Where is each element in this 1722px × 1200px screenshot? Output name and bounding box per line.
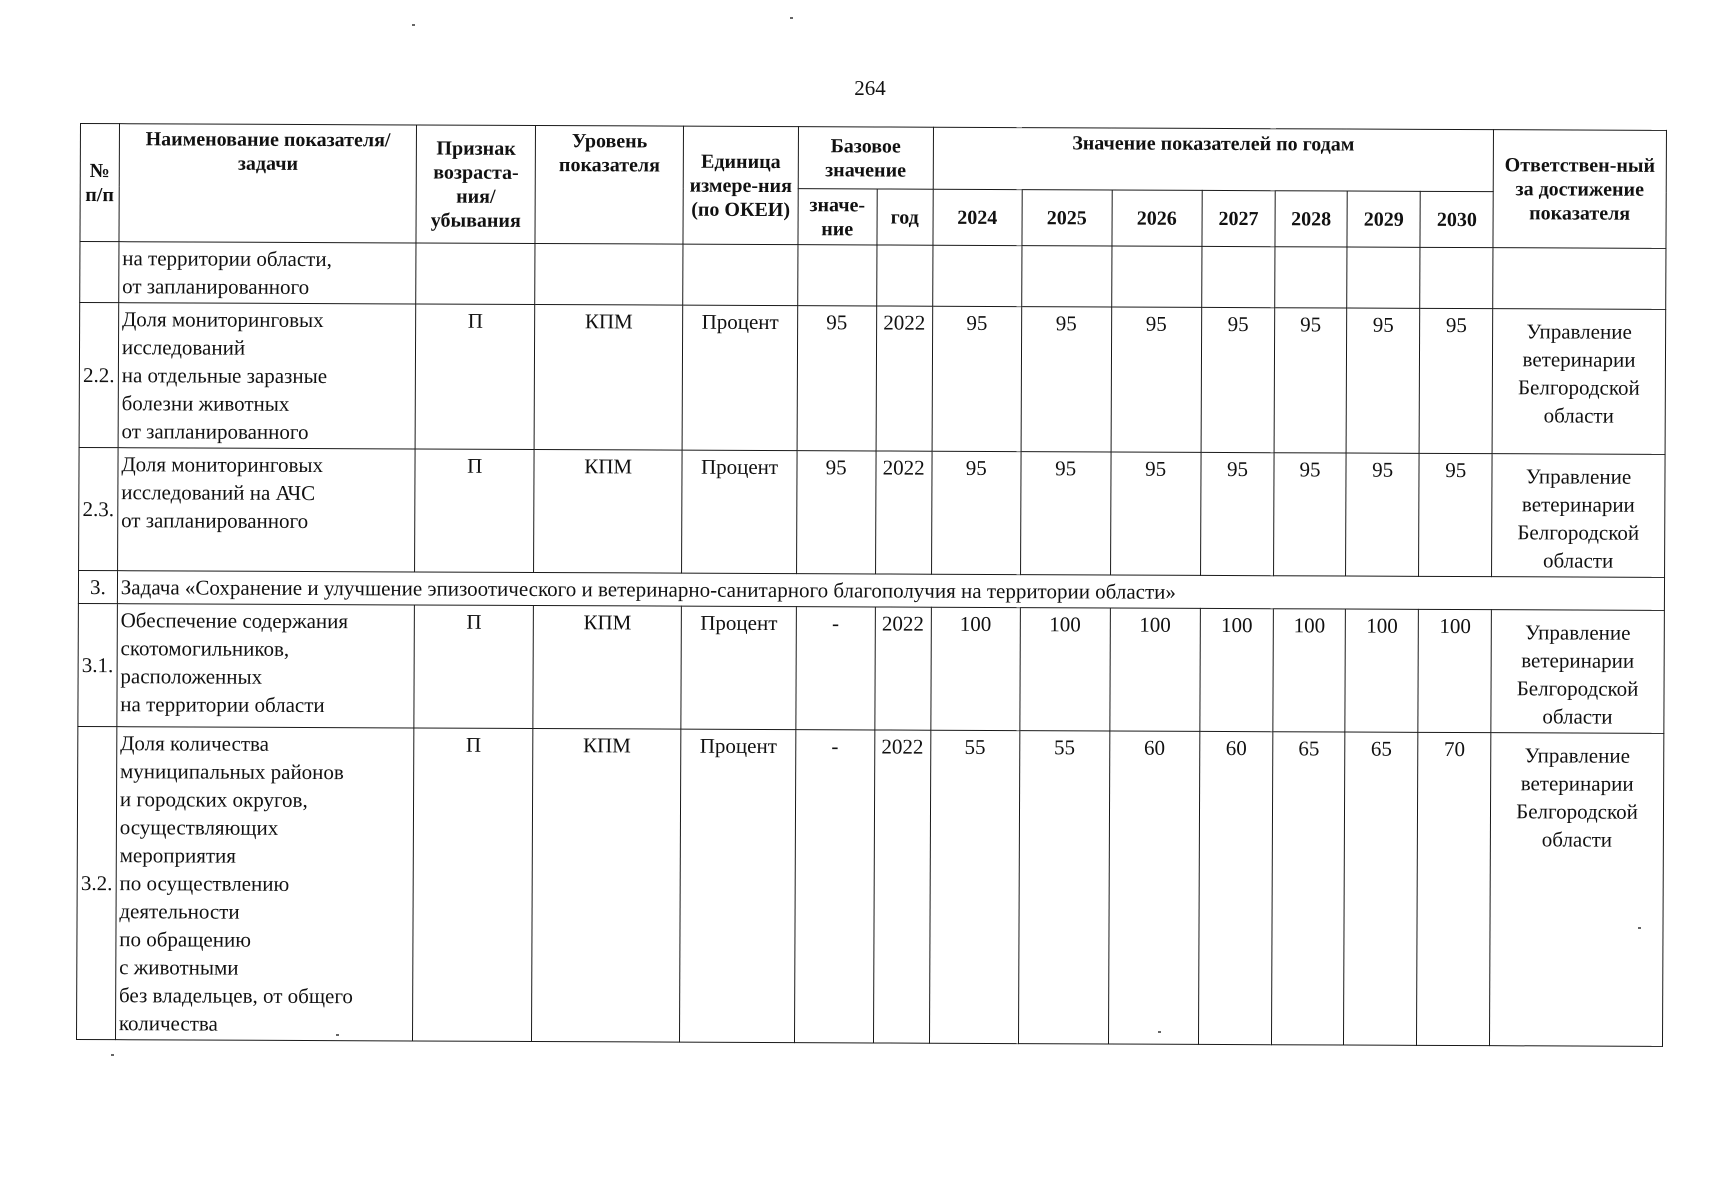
year-value-cell: 95 — [1274, 453, 1346, 576]
responsible-cell-line: Белгородской — [1516, 799, 1638, 824]
year-value-cell: 55 — [929, 730, 1019, 1043]
year-value-cell: 95 — [1345, 453, 1419, 576]
indicators-table — [76, 123, 1667, 1047]
scan-speck — [1158, 1031, 1161, 1033]
row-number: 3.2. — [77, 726, 117, 1039]
indicator-name-line: Доля количества — [120, 731, 270, 756]
year-value-cell: 70 — [1417, 732, 1491, 1045]
indicator-name-line: без владельцев, от общего — [118, 983, 354, 1009]
scan-speck — [111, 1054, 114, 1056]
level-cell: КПМ — [532, 728, 682, 1042]
responsible-cell-line: ветеринарии — [1521, 648, 1635, 673]
header-base-value: значе-ние — [798, 189, 877, 245]
indicator-name-line: исследований на АЧС — [121, 480, 316, 506]
year-value-cell: 100 — [1020, 608, 1111, 731]
year-value-cell: 95 — [1419, 453, 1492, 576]
responsible-cell — [1491, 610, 1664, 734]
header-name: Наименование показателя/задачи — [119, 124, 417, 243]
continuation-name — [119, 242, 417, 304]
responsible-cell-line: Управление — [1526, 319, 1632, 344]
indicator-name — [115, 727, 414, 1041]
base-year-cell: 2022 — [876, 306, 933, 451]
header-year: 2029 — [1347, 191, 1421, 247]
header-trend: Признак возраста-ния/ убывания — [416, 125, 535, 244]
trend-cell: П — [415, 304, 534, 450]
level-cell: КПМ — [533, 605, 682, 729]
scan-speck — [336, 1034, 339, 1036]
year-value-cell: 95 — [1111, 307, 1202, 452]
row-number: 3.1. — [78, 603, 117, 726]
responsible-cell — [1490, 733, 1664, 1047]
header-year: 2030 — [1420, 191, 1493, 247]
year-value-cell: 95 — [1274, 308, 1346, 453]
row-number: 2.2. — [79, 303, 118, 448]
indicator-name-line: мероприятия — [119, 843, 237, 868]
indicator-name — [118, 303, 416, 449]
indicator-name-line: количества — [118, 1011, 218, 1036]
indicator-row — [79, 447, 1666, 577]
header-num: № п/п — [80, 124, 119, 242]
table-header — [80, 124, 1666, 249]
year-value-cell: 100 — [1418, 609, 1491, 732]
task-text: Задача «Сохранение и улучшение эпизоотического и ветеринарно-санитарного благополучия на территории области» — [117, 571, 1664, 611]
year-value-cell: 100 — [1110, 608, 1201, 731]
year-value-cell: 95 — [1201, 307, 1275, 452]
base-value-cell: - — [796, 607, 875, 730]
indicator-name-line: на отдельные заразные — [121, 363, 328, 389]
base-year-cell: 2022 — [874, 607, 931, 730]
responsible-cell-line: Управление — [1525, 464, 1632, 489]
header-responsible: Ответствен-ный за достижение показателя — [1493, 130, 1666, 249]
level-cell: КПМ — [534, 449, 683, 573]
page-number: 264 — [854, 76, 886, 100]
year-value-cell: 60 — [1108, 731, 1199, 1044]
year-value-cell: 100 — [1345, 609, 1419, 732]
indicator-name-line: от запланированного — [121, 419, 309, 444]
indicator-name-line: расположенных — [120, 664, 263, 689]
year-value-cell: 95 — [1200, 452, 1274, 575]
unit-cell: Процент — [680, 729, 796, 1042]
responsible-cell-line: Белгородской — [1517, 375, 1640, 400]
trend-cell: П — [415, 449, 534, 573]
unit-cell: Процент — [682, 305, 797, 450]
responsible-cell-line: Управление — [1525, 620, 1631, 645]
indicator-row — [78, 603, 1665, 733]
indicator-name-line: на территории области — [120, 692, 325, 718]
year-value-cell: 65 — [1272, 732, 1345, 1045]
indicator-name-line: муниципальных районов — [119, 759, 344, 785]
responsible-cell — [1492, 454, 1665, 578]
responsible-cell-line: ветеринарии — [1520, 771, 1634, 796]
year-value-cell: 65 — [1343, 732, 1418, 1045]
indicator-name — [117, 448, 415, 572]
indicator-name-line: и городских округов, — [119, 787, 308, 813]
year-value-cell: 95 — [1021, 307, 1112, 452]
continuation-row — [80, 242, 1666, 310]
base-year-cell: 2022 — [873, 730, 931, 1043]
responsible-cell — [1492, 309, 1666, 455]
responsible-cell-line: Белгородской — [1516, 676, 1639, 701]
header-year: 2027 — [1202, 190, 1276, 246]
responsible-cell-line: ветеринарии — [1522, 347, 1636, 372]
task-number: 3. — [78, 570, 117, 603]
header-year: 2024 — [933, 189, 1022, 245]
base-value-cell: 95 — [796, 451, 875, 574]
indicator-row — [79, 303, 1666, 455]
year-value-cell: 95 — [931, 451, 1020, 574]
responsible-cell-line: области — [1542, 704, 1613, 729]
year-value-cell: 60 — [1198, 731, 1273, 1044]
indicator-name-line: от запланированного — [121, 508, 309, 533]
responsible-cell-line: ветеринарии — [1521, 492, 1635, 517]
base-year-cell: 2022 — [875, 451, 932, 574]
year-value-cell: 95 — [1420, 308, 1493, 453]
unit-cell: Процент — [682, 450, 797, 573]
responsible-cell-line: области — [1541, 827, 1613, 852]
indicator-name-line: осуществляющих — [119, 815, 279, 840]
indicator-name-line: исследований — [121, 335, 246, 360]
year-value-cell: 95 — [1020, 452, 1111, 575]
scan-speck — [1638, 927, 1641, 929]
name-line: от запланированного — [122, 274, 310, 300]
indicator-name-line: Обеспечение содержания — [120, 608, 349, 634]
level-cell: КПМ — [534, 304, 683, 450]
unit-cell: Процент — [681, 606, 796, 729]
header-level: Уровень показателя — [535, 125, 684, 244]
indicator-name-line: по осуществлению — [119, 871, 290, 896]
header-year: 2028 — [1275, 191, 1347, 247]
year-value-cell: 100 — [1200, 608, 1274, 731]
year-value-cell: 100 — [931, 607, 1020, 730]
indicator-name-line: Доля мониторинговых — [121, 452, 324, 478]
indicator-name-line: скотомогильников, — [120, 636, 290, 661]
header-year: 2026 — [1112, 190, 1202, 246]
year-value-cell: 100 — [1273, 609, 1345, 732]
trend-cell: П — [414, 605, 533, 729]
responsible-cell-line: Белгородской — [1517, 520, 1640, 545]
responsible-cell-line: Управление — [1524, 743, 1631, 768]
table-body — [77, 242, 1666, 1047]
year-value-cell: 95 — [1346, 308, 1420, 453]
indicator-name-line: Доля мониторинговых — [121, 307, 324, 333]
responsible-cell-line: области — [1543, 403, 1614, 428]
row-number: 2.3. — [79, 447, 118, 570]
trend-cell: П — [413, 728, 533, 1042]
scan-speck — [790, 17, 793, 19]
base-value-cell: 95 — [797, 306, 876, 451]
base-value-cell: - — [794, 730, 874, 1043]
name-line: на территории области, — [122, 246, 332, 272]
indicator-row — [77, 726, 1664, 1046]
year-value-cell: 55 — [1018, 731, 1109, 1044]
header-base-year: год — [877, 189, 933, 245]
scan-speck — [412, 24, 415, 26]
header-base: Базовое значение — [798, 127, 933, 190]
year-value-cell: 95 — [1110, 452, 1201, 575]
indicator-name-line: деятельности — [119, 899, 240, 924]
header-years-group: Значение показателей по годам — [933, 127, 1494, 191]
header-unit: Единица измере-ния (по ОКЕИ) — [683, 126, 798, 244]
indicator-name-line: по обращению — [119, 927, 251, 952]
indicator-name-line: болезни животных — [121, 391, 290, 416]
year-value-cell: 95 — [932, 306, 1022, 451]
indicator-name-line: с животными — [119, 955, 239, 980]
indicator-name — [117, 604, 415, 728]
responsible-cell-line: области — [1542, 548, 1614, 573]
header-year: 2025 — [1022, 190, 1112, 246]
